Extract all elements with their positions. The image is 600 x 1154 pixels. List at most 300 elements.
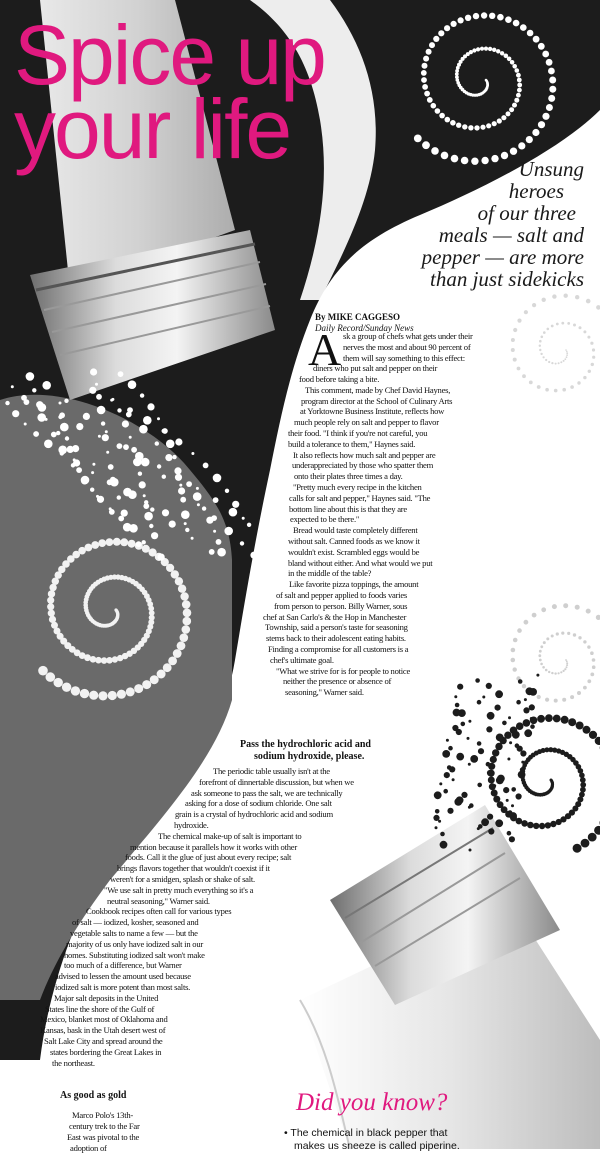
spice-dot — [47, 597, 54, 604]
spice-dot — [532, 613, 537, 618]
spice-dot — [558, 672, 560, 674]
text-line: in the middle of the table? — [288, 568, 371, 579]
spice-dot — [469, 849, 472, 852]
spice-dot — [434, 791, 442, 799]
spice-dot — [573, 844, 582, 853]
spice-dot — [247, 523, 251, 527]
spice-dot — [117, 690, 126, 699]
spice-dot — [33, 431, 39, 437]
spice-dot — [545, 714, 553, 722]
text-line: without salt. Canned foods as we know it — [288, 536, 420, 547]
spice-dot — [530, 717, 533, 720]
spice-dot — [76, 467, 82, 473]
spice-dot — [83, 413, 90, 420]
spice-dot — [98, 691, 107, 700]
spice-dot — [512, 731, 520, 739]
spice-dot — [454, 695, 457, 698]
spice-dot — [496, 734, 504, 742]
spice-dot — [140, 393, 144, 397]
spice-dot — [575, 295, 579, 299]
spice-dot — [538, 43, 545, 50]
spice-dot — [172, 455, 176, 459]
spice-dot — [550, 821, 556, 827]
spice-dot — [552, 604, 557, 609]
spice-dot — [129, 524, 138, 533]
spice-dot — [524, 620, 529, 625]
spice-dot — [454, 798, 462, 806]
spice-dot — [547, 328, 550, 331]
spice-dot — [561, 632, 564, 635]
spice-dot — [537, 695, 541, 699]
spice-dot — [461, 792, 467, 798]
spice-dot — [520, 24, 527, 31]
spice-dot — [95, 657, 102, 664]
text-line: much people rely on salt and pepper to flavor — [294, 417, 439, 428]
text-line: "Pretty much every recipe in the kitchen — [293, 482, 422, 493]
spice-dot — [486, 123, 491, 128]
spice-dot — [165, 454, 172, 461]
spice-dot — [182, 600, 191, 609]
spice-dot — [178, 487, 185, 494]
byline-author: By MIKE CAGGESO — [315, 312, 414, 323]
spice-dot — [524, 698, 527, 701]
spice-dot — [476, 47, 480, 51]
text-line: hydroxide. — [174, 820, 209, 831]
spice-dot — [134, 684, 143, 693]
spice-dot — [521, 761, 524, 764]
spice-dot — [509, 836, 515, 842]
spice-dot — [128, 540, 136, 548]
text-line: Salt Lake City and spread around the — [44, 1036, 162, 1047]
spice-dot — [484, 47, 488, 51]
text-line: forefront of dinnertable discussion, but when we — [199, 777, 354, 788]
text-line: Cookbook recipes often call for various types — [86, 906, 231, 917]
spice-dot — [536, 674, 539, 677]
spice-dot — [591, 363, 594, 366]
spice-dot — [540, 663, 543, 666]
text-line: seasoning," Warner said. — [285, 687, 364, 698]
spice-dot — [149, 524, 153, 528]
spice-dot — [169, 521, 176, 528]
spice-dot — [448, 746, 453, 751]
spice-dot — [490, 756, 497, 763]
spice-dot — [481, 12, 487, 18]
spice-dot — [183, 609, 192, 618]
spice-dot — [106, 538, 114, 546]
spice-dot — [507, 57, 512, 62]
spice-dot — [26, 372, 35, 381]
heading-line: sodium hydroxide, please. — [254, 751, 371, 763]
spice-dot — [511, 648, 516, 653]
text-line: Township, said a person's taste for seasoning — [265, 622, 408, 633]
spice-dot — [493, 796, 500, 803]
text-line: build a tolerance to them," Haynes said. — [288, 439, 415, 450]
spice-dot — [468, 806, 471, 809]
spice-dot — [581, 839, 590, 848]
spice-dot — [517, 88, 522, 93]
spice-dot — [90, 368, 97, 375]
spice-dot — [516, 700, 521, 705]
spice-dot — [556, 323, 559, 326]
spice-dot — [545, 698, 549, 702]
spice-dot — [121, 509, 128, 516]
deck — [284, 158, 584, 290]
spice-dot — [554, 699, 558, 703]
spice-dot — [567, 322, 570, 325]
spice-dot — [495, 705, 501, 711]
spice-dot — [477, 783, 482, 788]
spice-dot — [583, 726, 591, 734]
spice-dot — [495, 819, 503, 827]
spice-dot — [196, 487, 199, 490]
spice-dot — [60, 423, 69, 432]
text-line: East was pivotal to the — [67, 1132, 139, 1143]
spice-dot — [224, 527, 233, 536]
spice-dot — [191, 537, 194, 540]
spice-dot — [587, 336, 590, 339]
spice-dot — [529, 688, 537, 696]
spice-dot — [158, 554, 165, 561]
spice-dot — [467, 737, 470, 740]
spice-dot — [24, 399, 30, 405]
spice-dot — [118, 371, 124, 377]
spice-dot — [456, 729, 462, 735]
text-line: calls for salt and pepper," Haynes said. "The — [289, 493, 430, 504]
spice-dot — [58, 446, 67, 455]
text-line: too much of a difference, but Warner — [64, 960, 182, 971]
spice-dot — [586, 609, 591, 614]
text-line: chef's ultimate goal. — [270, 655, 334, 666]
spice-dot — [530, 724, 535, 729]
spice-dot — [89, 387, 96, 394]
spice-dot — [543, 356, 545, 358]
spice-dot — [492, 749, 499, 756]
spice-dot — [520, 767, 525, 772]
deck-line: of our three — [284, 202, 576, 224]
spice-dot — [512, 64, 517, 69]
spice-dot — [563, 670, 565, 672]
spice-dot — [48, 610, 55, 617]
spice-dot — [524, 729, 532, 737]
spice-dot — [500, 51, 504, 55]
spice-dot — [487, 814, 493, 820]
spice-dot — [175, 577, 183, 585]
spice-dot — [538, 121, 545, 128]
spice-dot — [178, 585, 186, 593]
spice-dot — [197, 503, 200, 506]
spice-dot — [563, 360, 565, 362]
spice-dot — [566, 666, 568, 668]
text-line: Kansas, bask in the Utah desert west of — [40, 1025, 165, 1036]
spice-dot — [113, 538, 121, 546]
spice-dot — [507, 831, 512, 836]
spice-dot — [139, 425, 148, 434]
spice-dot — [48, 590, 55, 597]
spice-dot — [175, 438, 182, 445]
spice-dot — [533, 36, 540, 43]
spice-dot — [129, 436, 132, 439]
spice-dot — [527, 822, 534, 829]
spice-dot — [242, 517, 245, 520]
text-line: adoption of — [70, 1143, 107, 1154]
spice-dot — [570, 695, 574, 699]
spice-dot — [542, 666, 545, 669]
spice-dot — [513, 328, 517, 332]
spice-dot — [541, 336, 544, 339]
spice-dot — [511, 658, 516, 663]
spice-dot — [486, 762, 491, 767]
text-line: "We use salt in pretty much everything so it's a — [104, 885, 253, 896]
spice-dot — [532, 303, 536, 307]
spice-dot — [537, 385, 541, 389]
spice-dot — [548, 361, 550, 363]
spice-dot — [139, 481, 146, 488]
article-intro — [343, 331, 473, 374]
spice-dot — [554, 672, 556, 674]
spice-dot — [551, 325, 554, 328]
deck-line: pepper — are more — [284, 246, 584, 268]
spice-dot — [546, 104, 553, 111]
spice-dot — [162, 475, 166, 479]
text-line: It also reflects how much salt and pepper are — [293, 450, 435, 461]
spice-dot — [177, 641, 186, 650]
spice-dot — [549, 86, 556, 93]
spice-dot — [453, 709, 461, 717]
text-line: from person to person. Billy Warner, sous — [274, 601, 407, 612]
deck-line: meals — salt and — [284, 224, 584, 246]
spice-dot — [529, 704, 535, 710]
spice-dot — [5, 401, 9, 405]
spice-dot — [538, 654, 541, 657]
spice-dot — [444, 772, 450, 778]
spice-dot — [497, 14, 504, 21]
spice-dot — [551, 672, 553, 674]
spice-dot — [12, 410, 19, 417]
text-line: weren't for a smidgen, splash or shake of salt. — [110, 874, 255, 885]
spice-dot — [566, 661, 568, 663]
text-line: vegetable salts to name a few — but the — [70, 928, 198, 939]
spice-dot — [511, 348, 515, 352]
spice-dot — [511, 787, 516, 792]
spice-dot — [123, 444, 129, 450]
spice-dot — [513, 358, 517, 362]
text-line: Finding a compromise for all customers is a — [268, 644, 408, 655]
spice-dot — [105, 430, 108, 433]
spice-dot — [213, 530, 216, 533]
spice-dot — [439, 782, 442, 785]
spice-dot — [583, 376, 586, 379]
spice-dot — [91, 471, 94, 474]
spice-dot — [138, 472, 142, 476]
spice-dot — [548, 671, 550, 673]
spice-dot — [89, 691, 98, 700]
spice-dot — [548, 95, 555, 102]
spice-dot — [127, 407, 133, 413]
spice-dot — [573, 324, 576, 327]
spice-dot — [503, 787, 509, 793]
spice-dot — [117, 443, 123, 449]
spice-dot — [558, 362, 560, 364]
spice-dot — [561, 322, 564, 325]
spice-dot — [191, 452, 194, 455]
spice-dot — [496, 49, 500, 53]
spice-dot — [517, 367, 521, 371]
spice-dot — [206, 517, 213, 524]
text-line: Marco Polo's 13th- — [72, 1110, 133, 1121]
spice-dot — [518, 679, 523, 684]
sidebar-fact — [284, 1127, 584, 1153]
text-line: neutral seasoning," Warner said. — [107, 896, 210, 907]
spice-dot — [80, 689, 89, 698]
spice-dot — [486, 683, 492, 689]
text-line: brings flavors together that wouldn't coexist if it — [117, 863, 270, 874]
text-line: underappreciated by those who spatter them — [292, 460, 433, 471]
spice-dot — [209, 549, 215, 555]
spice-dot — [64, 399, 68, 403]
spice-dot — [570, 385, 574, 389]
spice-dot — [173, 649, 182, 658]
spice-dot — [157, 417, 160, 420]
spice-dot — [54, 678, 63, 687]
spice-dot — [516, 793, 522, 799]
spice-dot — [136, 541, 142, 547]
spice-dot — [520, 750, 526, 756]
spice-dot — [240, 541, 244, 545]
spice-dot — [213, 497, 219, 503]
text-line: The periodic table usually isn't at the — [213, 766, 330, 777]
spice-dot — [143, 416, 152, 425]
spice-dot — [47, 603, 54, 610]
spice-dot — [96, 394, 102, 400]
spice-dot — [95, 383, 98, 386]
spice-dot — [541, 607, 546, 612]
spice-dot — [456, 753, 464, 761]
headline — [14, 18, 474, 166]
spice-dot — [542, 113, 549, 120]
spice-dot — [91, 541, 99, 549]
spice-dot — [480, 125, 485, 130]
spice-dot — [81, 477, 88, 484]
spice-dot — [553, 715, 561, 723]
spice-dot — [523, 707, 529, 713]
spice-dot — [486, 726, 492, 732]
spice-dot — [120, 538, 128, 546]
spice-dot — [49, 616, 56, 623]
spice-dot — [540, 353, 542, 355]
spice-dot — [157, 464, 161, 468]
spice-dot — [488, 47, 492, 51]
spice-dot — [548, 68, 555, 75]
spice-dot — [225, 489, 229, 493]
spice-dot — [580, 787, 586, 793]
spice-dot — [505, 16, 512, 23]
spice-dot — [551, 362, 553, 364]
spice-dot — [587, 679, 591, 683]
spice-dot — [518, 142, 525, 149]
spice-dot — [186, 481, 192, 487]
spice-dot — [142, 540, 146, 544]
spice-dot — [521, 820, 528, 827]
spice-dot — [539, 345, 541, 347]
spice-dot — [45, 418, 48, 421]
spice-dot — [545, 822, 551, 828]
spice-dot — [110, 478, 119, 487]
spice-dot — [32, 388, 36, 392]
text-line: asking for a dose of sodium chloride. One salt — [185, 798, 332, 809]
spice-dot — [560, 671, 562, 673]
byline-source: Daily Record/Sunday News — [315, 323, 414, 334]
text-line: mention because it parallels how it works with other — [130, 842, 297, 853]
spice-dot — [562, 388, 566, 392]
spice-dot — [566, 664, 568, 666]
spice-dot — [502, 721, 507, 726]
spice-dot — [44, 440, 53, 449]
spice-dot — [46, 672, 56, 682]
spice-dot — [151, 532, 158, 539]
spice-dot — [202, 506, 206, 510]
spice-dot — [561, 716, 569, 724]
spice-dot — [568, 718, 576, 726]
spice-dot — [515, 68, 520, 73]
spice-dot — [509, 741, 512, 744]
spice-dot — [545, 359, 547, 361]
text-line: This comment, made by Chef David Haynes, — [305, 385, 450, 396]
spice-dot — [592, 658, 596, 662]
text-line: Major salt deposits in the United — [54, 993, 158, 1004]
text-line: food before taking a bite. — [299, 374, 379, 385]
spice-dot — [517, 83, 522, 88]
spice-dot — [514, 98, 519, 103]
spice-dot — [487, 712, 495, 720]
spice-dot — [516, 93, 521, 98]
spice-dot — [496, 777, 504, 785]
spice-dot — [162, 428, 168, 434]
text-line: bottom line about this is that they are — [289, 504, 407, 515]
sidebar-title: Did you know? — [296, 1089, 447, 1117]
spice-dot — [118, 516, 124, 522]
deck-line: Unsung — [284, 158, 584, 180]
spice-dot — [517, 78, 522, 83]
spice-dot — [543, 641, 546, 644]
spice-dot — [562, 698, 566, 702]
spice-dot — [552, 294, 556, 298]
spice-dot — [578, 636, 581, 639]
spice-dot — [588, 370, 591, 373]
spice-dot — [510, 60, 515, 65]
text-line: stems back to their adolescent eating habits. — [266, 633, 406, 644]
spice-dot — [90, 488, 94, 492]
drop-cap: A — [308, 328, 341, 372]
section-heading-gold: As good as gold — [60, 1090, 126, 1102]
headline-line-1: Spice up — [14, 18, 474, 92]
spice-dot — [142, 545, 150, 553]
spice-dot — [157, 670, 166, 679]
spice-dot — [555, 363, 557, 365]
spice-dot — [545, 388, 549, 392]
spice-dot — [181, 510, 190, 519]
spice-dot — [539, 659, 542, 662]
spice-dot — [506, 799, 509, 802]
spice-dot — [162, 509, 169, 516]
spice-dot — [565, 349, 567, 351]
spice-dot — [442, 750, 450, 758]
spice-dot — [182, 625, 191, 634]
spice-dot — [65, 436, 69, 440]
text-line: program director at the School of Culinary Arts — [301, 396, 452, 407]
spice-dot — [101, 421, 105, 425]
spice-dot — [594, 826, 600, 835]
spice-dot — [128, 380, 137, 389]
